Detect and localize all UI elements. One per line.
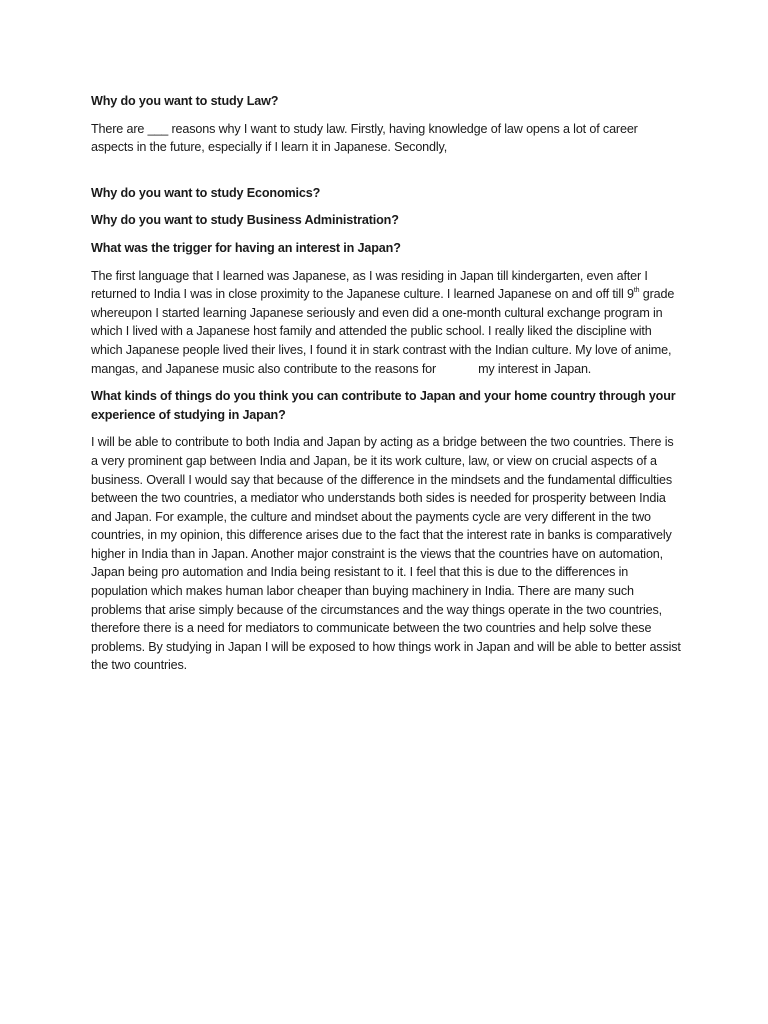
question-business-administration: Why do you want to study Business Administration? <box>91 213 399 228</box>
question-law: Why do you want to study Law? <box>91 94 279 108</box>
question-japan-interest-trigger: What was the trigger for having an interest in Japan? <box>91 240 401 255</box>
blank-gap <box>91 166 681 184</box>
ordinal-superscript: th <box>633 287 640 295</box>
answer-law: There are ___ reasons why I want to study law. Firstly, having knowledge of law opens a lot of career aspects in the future, especially if I learn it in Japanese. Secondly, <box>91 121 638 155</box>
question-economics: Why do you want to study Economics? <box>91 185 321 200</box>
document-page <box>91 92 681 684</box>
answer-trigger-part-1: The first language that I learned was Japanese, as I was residing in Japan till kindergarten, even after I returned to India I was in close proximity to the Japanese culture. I learned Japanese on and off till 9 <box>91 268 648 302</box>
answer-trigger-part-3: my interest in Japan. <box>478 361 592 376</box>
answer-trigger-part-2: grade whereupon I started learning Japanese seriously and even did a one-month cultural exchange program in which I lived with a Japanese host family and attended the public school. I really liked the discipline with which Japanese people lived their lives, I found it in stark contrast with the Indian culture. My love of anime, mangas, and Japanese music also contribute to the reasons for <box>91 287 675 376</box>
question-contribution: What kinds of things do you think you can contribute to Japan and your home country through your experience of studying in Japan? <box>91 389 676 422</box>
answer-japan-interest-trigger <box>91 267 681 379</box>
answer-contribution: I will be able to contribute to both India and Japan by acting as a bridge between the two countries. There is a very prominent gap between India and Japan, be it its work culture, law, or view on crucial aspects of a business. Overall I would say that because of the difference in the mindsets and the fundamental difficulties between the two countries, a mediator who understands both sides is needed for prosperity between India and Japan. For example, the culture and mindset about the payments cycle are very different in the two countries, in my opinion, this difference arises due to the fact that the interest rate in banks is comparatively higher in India than in Japan. Another major constraint is the views that the countries have on automation, Japan being pro automation and India being resistant to it. I feel that this is due to the differences in population which makes human labor cheaper than buying machinery in India. There are many such problems that arise simply because of the circumstances and the way things operate in the two countries, therefore there is a need for mediators to communicate between the two countries and help solve these problems. By studying in Japan I will be exposed to how things work in Japan and will be able to better assist the two countries. <box>91 435 681 673</box>
